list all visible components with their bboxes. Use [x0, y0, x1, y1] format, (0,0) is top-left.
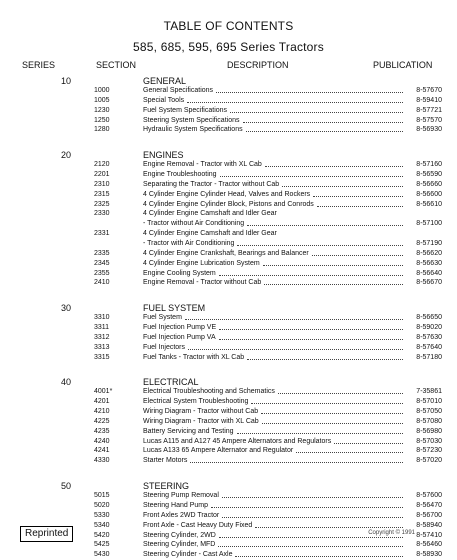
contents-row: [0, 446, 457, 456]
section-description: Wiring Diagram - Tractor with XL Cab: [143, 417, 259, 425]
dot-leader: [237, 245, 403, 246]
contents-row: [0, 170, 457, 180]
section-number: 3311: [94, 324, 110, 332]
section-description: Fuel Tanks - Tractor with XL Cab: [143, 353, 245, 361]
publication-number: 8-57670: [416, 87, 442, 94]
section-description: 4 Cylinder Engine Cylinder Block, Pistons and Conrods: [143, 200, 314, 208]
section-number: 1000: [94, 87, 110, 94]
category-title: GENERAL: [143, 76, 187, 86]
section-description: Electrical Troubleshooting and Schematics: [143, 388, 275, 396]
contents-row: [0, 333, 457, 343]
publication-number: 8-57010: [416, 398, 442, 406]
section-number: 1250: [94, 116, 110, 124]
dot-leader: [246, 131, 403, 132]
section-description: - Tractor without Air Conditioning: [143, 220, 245, 228]
section-description: Hydraulic System Specifications: [143, 126, 243, 134]
category-row: [0, 150, 457, 160]
section-number: 2310: [94, 180, 110, 188]
section-number: 3315: [94, 353, 110, 361]
dot-leader: [265, 166, 403, 167]
section-description: 4 Cylinder Engine Lubrication System: [143, 259, 260, 267]
category-row: [0, 303, 457, 313]
section-description: Engine Cooling System: [143, 269, 216, 277]
section-number: 4001*: [94, 388, 113, 396]
contents-row: [0, 259, 457, 269]
publication-number: 8-58940: [416, 521, 442, 529]
contents-row: [0, 397, 457, 407]
dot-leader: [222, 517, 403, 518]
section-number: 5420: [94, 531, 110, 539]
section-number: 3312: [94, 333, 110, 341]
publication-number: 8-56930: [416, 126, 442, 134]
dot-leader: [247, 225, 403, 226]
category-row: [0, 377, 457, 387]
contents-row: [0, 96, 457, 106]
section-number: 2315: [94, 190, 110, 198]
publication-number: 8-56620: [416, 249, 442, 257]
section-number: 3310: [94, 314, 110, 322]
publication-number: 8-56590: [416, 171, 442, 179]
section-number: 2355: [94, 269, 110, 277]
contents-row: [0, 501, 457, 511]
section-description: - Tractor with Air Conditioning: [143, 239, 235, 247]
section-description: Lucas A115 and A127 45 Ampere Alternators and Regulators: [143, 437, 332, 445]
dot-leader: [219, 275, 403, 276]
group-spacer: [0, 288, 457, 303]
dot-leader: [247, 359, 403, 360]
contents-row: [0, 180, 457, 190]
section-number: 4240: [94, 437, 110, 445]
section-description: Fuel System: [143, 314, 182, 322]
section-number: 4201: [94, 398, 110, 406]
publication-number: 8-57020: [416, 457, 442, 465]
publication-number: 7-35861: [416, 388, 442, 396]
contents-row: [0, 427, 457, 437]
publication-number: 8-56670: [416, 279, 442, 287]
publication-number: 8-57190: [416, 239, 442, 247]
section-number: 2410: [94, 279, 110, 287]
section-description: Fuel System Specifications: [143, 106, 228, 114]
contents-row: [0, 209, 457, 219]
contents-row: [0, 229, 457, 239]
contents-row: [0, 219, 457, 229]
section-description: Steering Cylinder, MFD: [143, 541, 216, 549]
section-number: 5430: [94, 551, 110, 559]
publication-number: 8-59410: [416, 96, 442, 104]
section-description: Steering Hand Pump: [143, 502, 208, 509]
dot-leader: [264, 284, 403, 285]
series-number: 20: [61, 150, 72, 161]
publication-number: 8-57600: [416, 492, 442, 500]
contents-row: [0, 437, 457, 447]
dot-leader: [235, 556, 403, 557]
section-description: Steering Pump Removal: [143, 492, 219, 500]
dot-leader: [222, 497, 403, 498]
dot-leader: [219, 339, 403, 340]
contents-row: [0, 200, 457, 210]
dot-leader: [220, 176, 403, 177]
dot-leader: [278, 393, 403, 394]
publication-number: 8-57030: [416, 437, 442, 445]
dot-leader: [296, 452, 403, 453]
section-description: Starter Motors: [143, 457, 188, 465]
contents-row: [0, 343, 457, 353]
section-description: Engine Removal - Tractor without Cab: [143, 279, 262, 287]
publication-number: 8-56600: [416, 190, 442, 198]
publication-number: 8-56470: [416, 502, 442, 509]
contents-row: [0, 278, 457, 288]
section-description: Fuel Injection Pump VA: [143, 333, 216, 341]
section-description: Battery Servicing and Testing: [143, 427, 234, 435]
dot-leader: [219, 329, 403, 330]
contents-row: [0, 125, 457, 135]
publication-number: 8-56650: [416, 314, 442, 322]
publication-number: 8-58930: [416, 551, 442, 559]
dot-leader: [216, 92, 403, 93]
contents-row: [0, 550, 457, 560]
section-number: 4241: [94, 447, 110, 455]
dot-leader: [251, 403, 403, 404]
header-series: SERIES: [22, 60, 56, 70]
contents-row: [0, 160, 457, 170]
section-description: Lucas A133 65 Ampere Alternator and Regulator: [143, 447, 294, 455]
document-title: TABLE OF CONTENTS: [163, 19, 294, 33]
dot-leader: [262, 423, 403, 424]
contents-row: [0, 387, 457, 397]
publication-number: 8-57180: [416, 353, 442, 361]
contents-row: [0, 491, 457, 501]
header-section: SECTION: [96, 60, 137, 70]
dot-leader: [261, 413, 403, 414]
contents-row: [0, 86, 457, 96]
section-description: 4 Cylinder Engine Camshaft and Idler Gear: [143, 210, 277, 218]
publication-number: 8-57100: [416, 220, 442, 228]
publication-number: 8-57080: [416, 417, 442, 425]
publication-number: 8-57050: [416, 408, 442, 416]
category-title: FUEL SYSTEM: [143, 303, 206, 314]
section-description: Fuel Injectors: [143, 343, 186, 351]
section-number: 4225: [94, 417, 110, 425]
dot-leader: [313, 196, 403, 197]
group-spacer: [0, 135, 457, 150]
document-subtitle: 585, 685, 595, 695 Series Tractors: [133, 40, 324, 54]
section-description: Front Axle - Cast Heavy Duty Fixed: [143, 521, 253, 529]
publication-number: 8-57640: [416, 343, 442, 351]
header-description: DESCRIPTION: [227, 60, 289, 70]
contents-row: [0, 106, 457, 116]
publication-number: 8-56700: [416, 511, 442, 519]
section-description: Wiring Diagram - Tractor without Cab: [143, 408, 259, 416]
section-description: Steering Cylinder - Cast Axle: [143, 551, 233, 559]
section-description: Fuel Injection Pump VE: [143, 324, 217, 332]
section-number: 4330: [94, 457, 110, 465]
publication-number: 8-59020: [416, 324, 442, 332]
dot-leader: [263, 265, 403, 266]
dot-leader: [218, 546, 403, 547]
group-spacer: [0, 362, 457, 377]
contents-row: [0, 417, 457, 427]
contents-row: [0, 407, 457, 417]
publication-number: 8-56630: [416, 259, 442, 267]
group-spacer: [0, 466, 457, 481]
section-number: 4210: [94, 408, 110, 416]
series-number: 10: [61, 76, 72, 86]
reprinted-stamp: Reprinted: [20, 526, 73, 542]
contents-row: [0, 190, 457, 200]
dot-leader: [211, 507, 403, 508]
category-row: [0, 481, 457, 491]
section-number: 2120: [94, 161, 110, 169]
section-number: 5425: [94, 541, 110, 549]
section-description: 4 Cylinder Engine Cylinder Head, Valves and Rockers: [143, 190, 311, 198]
dot-leader: [230, 112, 403, 113]
category-title: STEERING: [143, 481, 190, 492]
dot-leader: [185, 319, 403, 320]
dot-leader: [243, 122, 403, 123]
section-number: 4235: [94, 427, 110, 435]
contents-row: [0, 269, 457, 279]
section-description: 4 Cylinder Engine Crankshaft, Bearings and Balancer: [143, 249, 309, 257]
section-description: Separating the Tractor - Tractor without Cab: [143, 180, 280, 188]
section-number: 1230: [94, 106, 110, 114]
publication-number: 8-56660: [416, 180, 442, 188]
publication-number: 8-57721: [416, 106, 442, 114]
section-number: 5340: [94, 521, 110, 529]
section-description: Electrical System Troubleshooting: [143, 398, 249, 406]
publication-number: 8-57570: [416, 116, 442, 124]
publication-number: 8-57230: [416, 447, 442, 455]
contents-row: [0, 249, 457, 259]
series-number: 30: [61, 303, 72, 314]
contents-row: [0, 116, 457, 126]
series-number: 50: [61, 481, 72, 492]
section-description: Steering Cylinder, 2WD: [143, 531, 216, 539]
section-number: 1005: [94, 96, 110, 104]
dot-leader: [190, 462, 403, 463]
dot-leader: [255, 527, 403, 528]
contents-row: [0, 511, 457, 521]
contents-row: [0, 323, 457, 333]
dot-leader: [312, 255, 403, 256]
series-number: 40: [61, 377, 72, 388]
section-number: 2325: [94, 200, 110, 208]
section-number: 2331: [94, 230, 110, 238]
dot-leader: [187, 102, 403, 103]
category-title: ELECTRICAL: [143, 377, 199, 388]
section-description: 4 Cylinder Engine Camshaft and Idler Gear: [143, 230, 277, 238]
section-number: 2335: [94, 249, 110, 257]
publication-number: 8-57410: [416, 531, 442, 539]
section-number: 5015: [94, 492, 110, 500]
copyright-text: Copyright © 1991: [368, 530, 415, 536]
section-description: Front Axles 2WD Tractor: [143, 511, 220, 519]
dot-leader: [334, 443, 403, 444]
publication-number: 8-56610: [416, 200, 442, 208]
publication-number: 8-57630: [416, 333, 442, 341]
category-title: ENGINES: [143, 150, 184, 161]
section-number: 3313: [94, 343, 110, 351]
contents-row: [0, 456, 457, 466]
publication-number: 8-57160: [416, 161, 442, 169]
dot-leader: [317, 206, 403, 207]
dot-leader: [282, 186, 403, 187]
publication-number: 8-56980: [416, 427, 442, 435]
section-description: Engine Removal - Tractor with XL Cab: [143, 161, 262, 169]
category-row: [0, 76, 457, 86]
contents-table: [0, 76, 457, 560]
section-number: 1280: [94, 126, 110, 134]
section-description: Engine Troubleshooting: [143, 171, 217, 179]
section-number: 5020: [94, 502, 110, 509]
section-number: 2330: [94, 210, 110, 218]
contents-row: [0, 239, 457, 249]
dot-leader: [219, 537, 403, 538]
contents-row: [0, 313, 457, 323]
section-number: 2201: [94, 171, 110, 179]
section-number: 5330: [94, 511, 110, 519]
dot-leader: [188, 349, 403, 350]
publication-number: 8-56640: [416, 269, 442, 277]
section-description: Steering System Specifications: [143, 116, 240, 124]
section-number: 2345: [94, 259, 110, 267]
contents-row: [0, 353, 457, 363]
publication-number: 8-56460: [416, 541, 442, 549]
header-publication: PUBLICATION: [373, 60, 433, 70]
dot-leader: [237, 433, 403, 434]
section-description: Special Tools: [143, 96, 185, 104]
section-description: General Specifications: [143, 87, 214, 94]
